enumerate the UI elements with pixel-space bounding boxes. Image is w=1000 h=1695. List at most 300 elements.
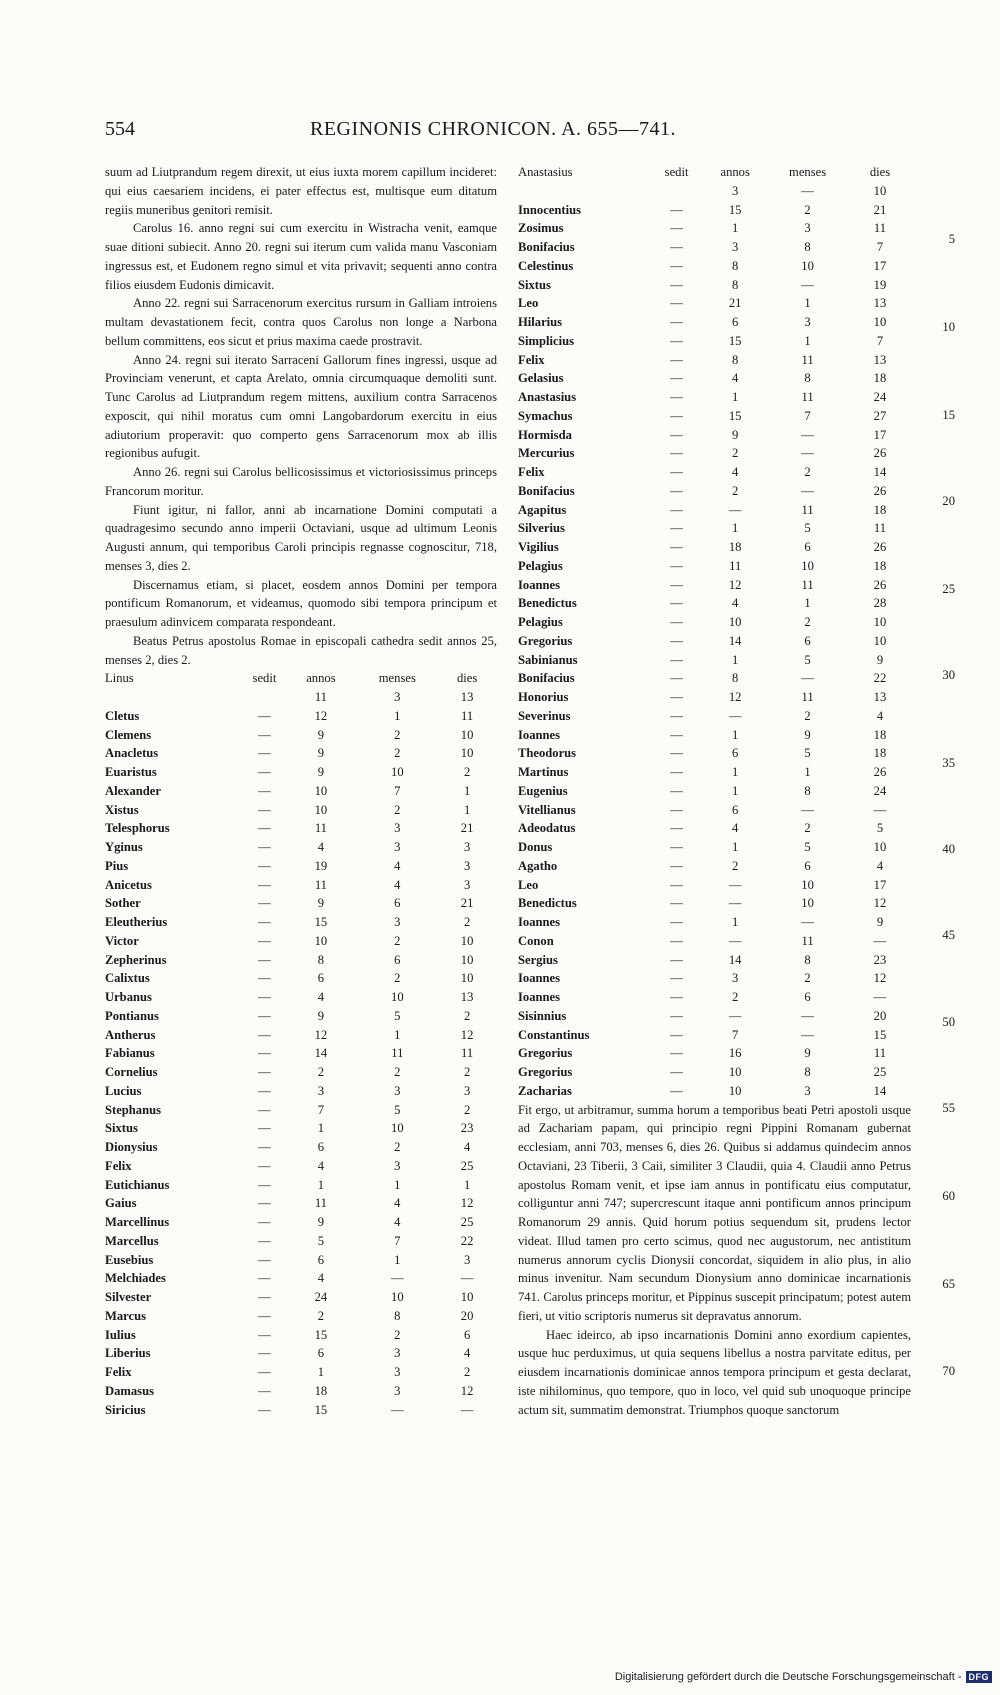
menses-value: — — [801, 446, 814, 461]
line-number: 25 — [942, 582, 955, 596]
table-row — [518, 388, 911, 407]
header-menses: menses — [789, 165, 827, 179]
line-number: 20 — [942, 494, 955, 508]
pope-name — [105, 688, 245, 707]
sedit-mark: — — [258, 1327, 271, 1342]
sedit-mark: — — [670, 802, 683, 817]
menses-value: 5 — [394, 1102, 401, 1117]
line-number: 65 — [942, 1277, 955, 1291]
annos-value: 12 — [728, 577, 742, 592]
line-number: 5 — [948, 232, 955, 246]
right-column — [518, 163, 911, 1419]
dies-value: 2 — [463, 765, 471, 779]
sedit-mark: — — [670, 896, 683, 911]
menses-value: 10 — [801, 877, 814, 892]
table-row — [105, 988, 497, 1007]
dies-value: 22 — [873, 671, 887, 686]
sedit-mark: — — [258, 746, 271, 761]
dfg-logo: DFG — [966, 1671, 993, 1683]
header-dies: dies — [869, 165, 891, 179]
annos-value: 14 — [728, 633, 742, 648]
dies-value: 10 — [873, 183, 887, 198]
table-row — [105, 969, 497, 988]
pope-name: Melchiades — [105, 1271, 166, 1286]
pope-name: Honorius — [518, 690, 569, 704]
table-row — [105, 1401, 497, 1420]
annos-value: — — [728, 896, 742, 911]
pope-name: Felix — [518, 465, 545, 479]
menses-value: 5 — [804, 652, 811, 667]
footer — [615, 1671, 992, 1683]
menses-value: — — [801, 1027, 814, 1042]
pope-name: Felix — [518, 352, 545, 367]
dies-value: 18 — [873, 746, 887, 761]
sedit-mark: — — [670, 277, 683, 292]
table-row — [105, 1194, 497, 1213]
menses-value: — — [801, 671, 814, 686]
pope-name: Telesphorus — [105, 821, 170, 836]
menses-value: 4 — [394, 858, 401, 873]
pope-name: Fabianus — [105, 1046, 155, 1061]
sedit-mark: — — [258, 1365, 271, 1379]
sedit-mark: — — [258, 1271, 271, 1286]
annos-value: 11 — [729, 558, 742, 573]
menses-value: 11 — [801, 352, 814, 367]
sedit-mark: — — [258, 858, 271, 873]
annos-value: 8 — [732, 277, 739, 292]
menses-value: — — [801, 183, 814, 198]
table-row — [518, 407, 911, 426]
pope-name: Marcellus — [105, 1233, 159, 1248]
dies-value: 13 — [873, 690, 887, 704]
sedit-mark: — — [258, 896, 271, 911]
sedit-mark: — — [670, 502, 683, 517]
sedit-mark: — — [258, 1008, 271, 1023]
table-row — [518, 651, 911, 670]
pope-name: Severinus — [518, 708, 571, 723]
sedit-mark: — — [258, 1046, 271, 1061]
menses-value: 6 — [804, 540, 811, 554]
table-row — [518, 932, 911, 951]
menses-value: 1 — [394, 708, 401, 723]
annos-value: — — [728, 877, 742, 892]
dies-value: — — [460, 1271, 474, 1286]
annos-value: 15 — [728, 202, 742, 217]
menses-value: 3 — [804, 221, 811, 236]
menses-value: 1 — [394, 1027, 401, 1042]
pope-name: Innocentius — [518, 202, 581, 217]
pope-name: Calixtus — [105, 971, 150, 986]
annos-value: 10 — [314, 802, 328, 817]
annos-value: 1 — [317, 1177, 325, 1192]
annos-value: 6 — [317, 1140, 325, 1154]
menses-value: 5 — [804, 840, 811, 854]
sedit-mark: — — [670, 877, 683, 892]
annos-value: 15 — [728, 333, 742, 348]
pope-name: Leo — [518, 877, 539, 892]
line-number: 55 — [942, 1101, 955, 1115]
pope-name: Agatho — [518, 858, 558, 873]
table-row — [518, 969, 911, 988]
annos-value: 9 — [317, 1215, 325, 1229]
menses-value: 4 — [394, 1196, 401, 1211]
sedit-mark: — — [258, 1177, 271, 1192]
header-sedit: sedit — [664, 165, 689, 179]
menses-value: 6 — [394, 896, 401, 911]
pope-name: Eusebius — [105, 1252, 154, 1267]
pope-name: Zacharias — [518, 1083, 572, 1098]
dies-value: 10 — [460, 952, 474, 967]
annos-value: 4 — [317, 1158, 325, 1173]
paragraph: suum ad Liutprandum regem direxit, ut eius iuxta morem capillum incideret: qui eius caesariem incidens, ei pater effectus est, multisque eum ditatum regiis muneribus genitori remisit. — [105, 165, 497, 217]
pope-name: Anastasius — [518, 390, 577, 404]
annos-value: 4 — [732, 821, 739, 836]
menses-value: 2 — [804, 615, 811, 629]
annos-value: 12 — [314, 708, 328, 723]
menses-value: 10 — [801, 558, 814, 573]
pope-name: Alexander — [105, 783, 161, 798]
dies-value: 1 — [463, 783, 471, 798]
menses-value: 6 — [394, 952, 401, 967]
dies-value: 4 — [463, 1346, 471, 1361]
dies-value: 12 — [873, 896, 887, 911]
sedit-mark: — — [670, 990, 683, 1004]
sedit-mark: — — [670, 821, 683, 836]
menses-value: 3 — [394, 1383, 401, 1398]
pope-name: Sixtus — [105, 1121, 138, 1136]
menses-value: — — [801, 277, 814, 292]
pope-name: Sother — [105, 896, 141, 911]
pope-name: Martinus — [518, 765, 569, 779]
sedit-mark: — — [258, 1252, 271, 1267]
pope-name: Silvester — [105, 1290, 152, 1304]
dies-value: 17 — [873, 427, 887, 442]
dies-value: 13 — [460, 990, 474, 1004]
table-row — [105, 876, 497, 895]
left-column — [105, 163, 497, 1419]
pope-name: Constantinus — [518, 1027, 590, 1042]
pope-name: Conon — [518, 933, 554, 948]
table-row — [105, 894, 497, 913]
menses-value: 11 — [801, 390, 814, 404]
dies-value: 26 — [873, 446, 887, 461]
dies-value: 13 — [873, 352, 887, 367]
annos-value: 11 — [314, 690, 327, 704]
menses-value: 8 — [804, 371, 811, 386]
annos-value: 15 — [314, 1327, 328, 1342]
table-row — [518, 988, 911, 1007]
dies-value: 3 — [463, 877, 471, 892]
sedit-mark: — — [670, 221, 683, 236]
annos-value: — — [728, 502, 742, 517]
table-row — [105, 913, 497, 932]
sedit-mark: — — [258, 1308, 271, 1323]
pope-name: Xistus — [105, 802, 139, 817]
annos-value: 9 — [317, 896, 325, 911]
header-annos: annos — [720, 165, 750, 179]
menses-value: 2 — [394, 971, 401, 986]
paragraph: Haec ideirco, ab ipso incarnationis Domini anno exordium capientes, usque huc perduximus, ut quia sequens libellus a nostra parvitate editus, per eiusdem incarnationis dominicae annos tempora principum et gesta declarat, iste nihilominus, quo tempore, quo in loco, vel quid sub unoquoque principe actum sit, summatim demonstrat. Triumphos quoque sanctorum — [518, 1327, 911, 1417]
dies-value: 26 — [873, 483, 887, 498]
dies-value: 17 — [873, 258, 887, 273]
sedit-mark: — — [670, 1083, 683, 1098]
sedit-mark: — — [258, 1233, 271, 1248]
dies-value: 3 — [463, 858, 471, 873]
dies-value: 10 — [460, 727, 474, 742]
menses-value: 10 — [801, 258, 814, 273]
annos-value: — — [728, 1008, 742, 1023]
pope-name: Sergius — [518, 952, 558, 967]
menses-value: — — [391, 1271, 404, 1286]
sedit-mark: — — [258, 1121, 271, 1136]
annos-value: 8 — [732, 671, 739, 686]
dies-value: 6 — [463, 1327, 471, 1342]
annos-value: 10 — [314, 933, 328, 948]
annos-value: 9 — [317, 727, 325, 742]
table-row — [105, 726, 497, 745]
running-title: REGINONIS CHRONICON. A. 655—741. — [310, 118, 677, 140]
dies-value: 14 — [873, 1083, 887, 1098]
annos-value: 6 — [317, 1346, 325, 1361]
table-row — [105, 857, 497, 876]
annos-value: 2 — [732, 483, 739, 498]
annos-value: 1 — [732, 521, 739, 536]
table-row — [105, 1232, 497, 1251]
table-row — [105, 1382, 497, 1401]
sedit-mark: — — [670, 352, 683, 367]
table-row — [105, 707, 497, 726]
annos-value: 3 — [732, 971, 739, 986]
table-row — [105, 688, 497, 707]
annos-value: — — [728, 708, 742, 723]
sedit-mark: — — [670, 202, 683, 217]
pope-name: Adeodatus — [518, 821, 576, 836]
pope-name: Bonifacius — [518, 671, 575, 686]
menses-value: 1 — [394, 1177, 401, 1192]
annos-value: 21 — [728, 296, 742, 311]
table-row — [518, 1044, 911, 1063]
annos-value: 4 — [732, 371, 739, 386]
sedit-mark: — — [670, 540, 683, 554]
menses-value: 2 — [394, 1140, 401, 1154]
annos-value: 1 — [732, 390, 739, 404]
annos-value: 18 — [314, 1383, 328, 1398]
annos-value: 6 — [732, 746, 739, 761]
table-row — [518, 688, 911, 707]
line-number: 30 — [942, 668, 955, 682]
table-row — [518, 763, 911, 782]
annos-value: 8 — [732, 352, 739, 367]
dies-value: 22 — [460, 1233, 474, 1248]
table-row — [105, 1251, 497, 1270]
table-row — [105, 763, 497, 782]
menses-value: 8 — [804, 1065, 811, 1079]
annos-value: 10 — [728, 1083, 742, 1098]
sedit-mark: — — [670, 690, 683, 704]
pope-name: Celestinus — [518, 258, 574, 273]
menses-value: 1 — [804, 765, 811, 779]
pope-name: Eugenius — [518, 783, 568, 798]
menses-value: 10 — [391, 765, 404, 779]
line-number: 50 — [942, 1015, 955, 1029]
table-row — [105, 744, 497, 763]
dies-value: 20 — [460, 1308, 474, 1323]
pope-name: Anacletus — [105, 746, 159, 761]
dies-value: 28 — [873, 596, 887, 611]
sedit-mark: — — [670, 333, 683, 348]
annos-value: 2 — [317, 1065, 325, 1079]
header-menses: menses — [378, 671, 416, 686]
pope-name: Vigilius — [518, 540, 559, 554]
menses-value: 6 — [804, 633, 811, 648]
pope-name: Hilarius — [518, 315, 563, 329]
sedit-mark: — — [670, 446, 683, 461]
dies-value: 1 — [463, 802, 471, 817]
table-row — [105, 1082, 497, 1101]
sedit-mark: — — [670, 1027, 683, 1042]
table-row — [518, 726, 911, 745]
menses-value: 2 — [394, 802, 401, 817]
pope-name: Dionysius — [105, 1140, 158, 1154]
menses-value: — — [801, 483, 814, 498]
dies-value: 20 — [873, 1008, 887, 1023]
menses-value: 2 — [804, 202, 811, 217]
footer-text: Digitalisierung gefördert durch die Deutsche Forschungsgemeinschaft - — [614, 1671, 962, 1683]
dies-value: 14 — [873, 465, 887, 479]
menses-value: 10 — [391, 1121, 404, 1136]
table-row — [105, 1213, 497, 1232]
menses-value: 7 — [394, 1233, 401, 1248]
menses-value: 3 — [394, 690, 401, 704]
table-row — [518, 294, 911, 313]
pope-name: Pelagius — [518, 558, 563, 573]
annos-value: 15 — [728, 408, 742, 423]
dies-value: 4 — [463, 1140, 471, 1154]
dies-value: 21 — [873, 202, 887, 217]
sedit-mark: — — [670, 915, 683, 929]
table-row — [518, 332, 911, 351]
menses-value: 3 — [394, 1158, 401, 1173]
table-row — [518, 1063, 911, 1082]
table-row — [518, 857, 911, 876]
paragraph: Beatus Petrus apostolus Romae in episcopali cathedra sedit annos 25, menses 2, dies 2. — [105, 633, 497, 667]
dies-value: 10 — [460, 933, 474, 948]
sedit-mark: — — [258, 971, 271, 986]
table-row — [105, 1063, 497, 1082]
annos-value: 10 — [314, 783, 328, 798]
pope-name: Clemens — [105, 727, 152, 742]
pope-name: Urbanus — [105, 990, 152, 1004]
sedit-mark: — — [258, 1402, 271, 1417]
menses-value: 1 — [804, 333, 811, 348]
sedit-mark: — — [670, 558, 683, 573]
menses-value: 2 — [804, 465, 811, 479]
annos-value: 4 — [317, 1271, 325, 1286]
pope-name: Sixtus — [518, 277, 551, 292]
sedit-mark: — — [258, 1383, 271, 1398]
pope-name: Pontianus — [105, 1008, 159, 1023]
annos-value: 24 — [314, 1290, 328, 1304]
annos-value: 15 — [314, 915, 328, 929]
pope-name: Iulius — [105, 1327, 136, 1342]
header-annos: annos — [306, 671, 336, 686]
line-number: 15 — [942, 408, 955, 422]
table-row — [105, 1026, 497, 1045]
sedit-mark: — — [258, 1196, 271, 1211]
annos-value: 19 — [314, 858, 328, 873]
sedit-mark: — — [258, 1158, 271, 1173]
annos-value: 14 — [728, 952, 742, 967]
sedit-mark: — — [258, 765, 271, 779]
menses-value: 2 — [394, 1327, 401, 1342]
pope-name: Eutichianus — [105, 1177, 170, 1192]
dies-value: 7 — [876, 240, 884, 254]
table-row — [518, 201, 911, 220]
dies-value: 10 — [460, 1290, 474, 1304]
pope-name: Ioannes — [518, 577, 560, 592]
table-row — [518, 369, 911, 388]
pope-name: Cletus — [105, 708, 140, 723]
dies-value: 18 — [873, 727, 887, 742]
menses-value: 1 — [804, 296, 811, 311]
annos-value: 3 — [732, 183, 739, 198]
annos-value: 6 — [317, 971, 325, 986]
dies-value: 2 — [463, 1102, 471, 1117]
sedit-mark: — — [258, 821, 271, 836]
table-row — [105, 1307, 497, 1326]
table-row — [105, 1344, 497, 1363]
dies-value: 10 — [873, 633, 887, 648]
pope-name: Gregorius — [518, 1046, 573, 1061]
menses-value: 8 — [804, 783, 811, 798]
dies-value: 11 — [461, 1046, 474, 1061]
dies-value: 13 — [460, 690, 474, 704]
right-popes-table — [518, 163, 911, 1101]
menses-value: 4 — [394, 1215, 401, 1229]
menses-value: 2 — [394, 746, 401, 761]
sedit-mark: — — [670, 1046, 683, 1061]
annos-value: 1 — [732, 915, 739, 929]
menses-value: 2 — [394, 727, 401, 742]
menses-value: 11 — [801, 577, 814, 592]
annos-value: 6 — [732, 315, 739, 329]
sedit-mark: — — [258, 915, 271, 929]
table-row — [518, 594, 911, 613]
dies-value: 25 — [460, 1158, 474, 1173]
menses-value: 10 — [391, 1290, 404, 1304]
sedit-mark: — — [258, 1290, 271, 1304]
dies-value: 25 — [873, 1065, 887, 1079]
pope-name: Ioannes — [518, 971, 560, 986]
table-row — [518, 351, 911, 370]
sedit-mark: — — [670, 1008, 683, 1023]
sedit-mark: — — [258, 802, 271, 817]
left-popes-table — [105, 669, 497, 1419]
table-row — [105, 1044, 497, 1063]
annos-value: 4 — [732, 596, 739, 611]
annos-value: — — [728, 933, 742, 948]
left-text-block — [105, 163, 497, 669]
table-row — [518, 426, 911, 445]
pope-name: Mercurius — [518, 446, 575, 461]
sedit-mark: — — [670, 465, 683, 479]
table-row — [518, 913, 911, 932]
annos-value: 3 — [732, 240, 739, 254]
sedit-mark: — — [258, 783, 271, 798]
annos-value: 8 — [317, 952, 325, 967]
sedit-mark: — — [670, 483, 683, 498]
annos-value: 15 — [314, 1402, 328, 1417]
